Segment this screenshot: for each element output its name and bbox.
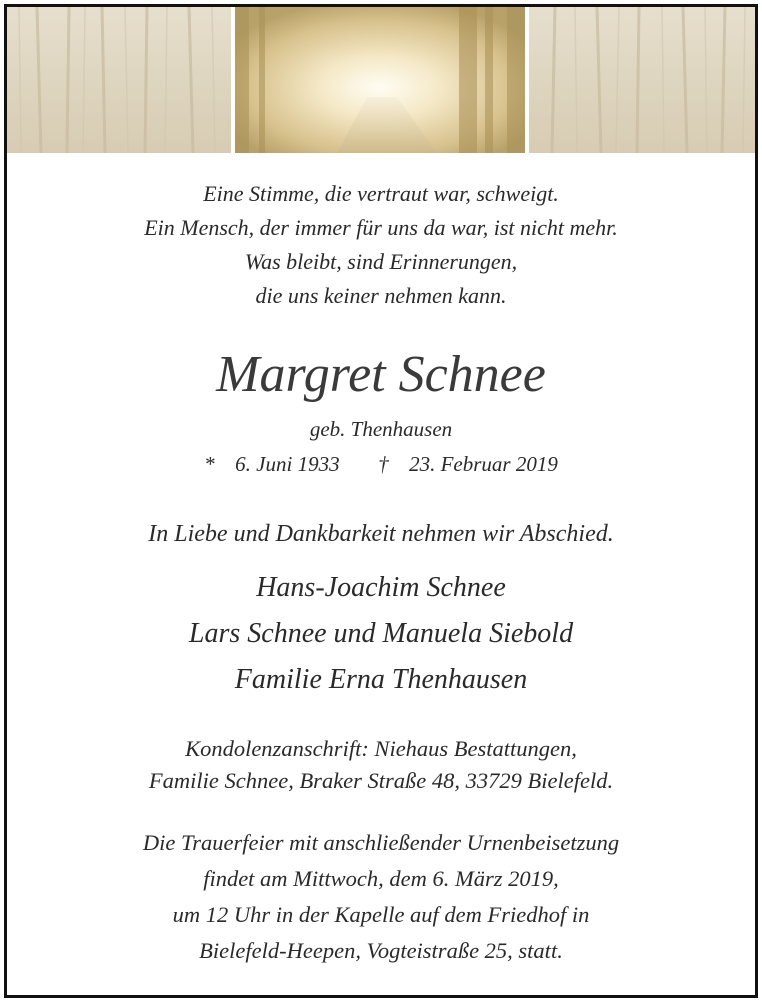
mourner-name: Hans-Joachim Schnee <box>256 572 506 603</box>
forest-path-banner-image <box>7 7 755 153</box>
mourner-name: Lars Schnee und Manuela Siebold <box>188 618 574 649</box>
address-line: Familie Schnee, Braker Straße 48, 33729 Bielefeld. <box>148 768 614 793</box>
service-line: Die Trauerfeier mit anschließender Urnenbeisetzung <box>142 830 620 855</box>
address-line: Kondolenzanschrift: Niehaus Bestattungen, <box>185 736 577 761</box>
memorial-poem <box>7 177 755 313</box>
death-cross-icon: † <box>378 452 389 476</box>
birth-name: geb. Thenhausen <box>309 417 453 441</box>
service-line: um 12 Uhr in der Kapelle auf dem Friedhof in <box>172 902 590 927</box>
birth-star-icon: * <box>204 452 215 476</box>
service-line: Bielefeld-Heepen, Vogteistraße 25, statt. <box>199 938 563 963</box>
birth-date: 6. Juni 1933 <box>235 452 340 476</box>
farewell-line: In Liebe und Dankbarkeit nehmen wir Abschied. <box>148 521 614 547</box>
poem-line: Was bleibt, sind Erinnerungen, <box>244 249 518 274</box>
life-dates <box>7 449 755 479</box>
mourners-list <box>7 565 755 703</box>
obituary-card <box>4 4 758 998</box>
service-line: findet am Mittwoch, dem 6. März 2019, <box>203 866 559 891</box>
condolence-address <box>7 733 755 797</box>
poem-line: die uns keiner nehmen kann. <box>255 283 507 308</box>
mourner-name: Familie Erna Thenhausen <box>234 664 528 695</box>
funeral-service-details <box>7 825 755 969</box>
death-date: 23. Februar 2019 <box>409 452 558 476</box>
poem-line: Ein Mensch, der immer für uns da war, ist nicht mehr. <box>144 215 618 240</box>
poem-line: Eine Stimme, die vertraut war, schweigt. <box>203 181 559 206</box>
deceased-name: Margret Schnee <box>216 346 546 403</box>
